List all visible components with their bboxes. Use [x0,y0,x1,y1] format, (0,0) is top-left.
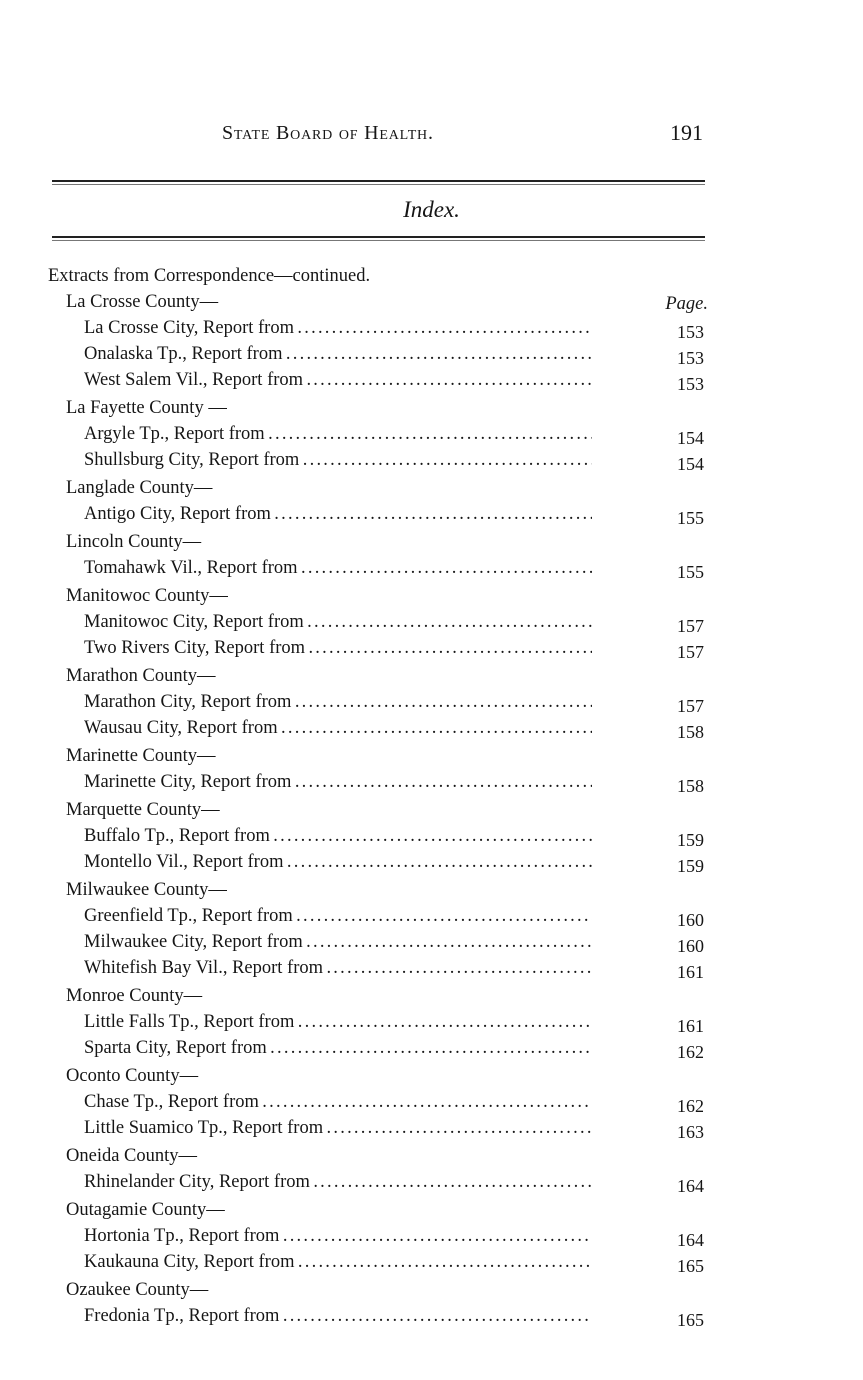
index-entry [0,692,863,718]
top-rule [52,180,705,182]
entry-page-number: 153 [677,348,704,368]
index-entry [0,852,863,878]
county-heading: Milwaukee County— [66,880,227,900]
entry-page-number: 157 [677,696,704,716]
entry-page-number: 159 [677,856,704,876]
entry-text: Greenfield Tp., Report from . . . [84,906,592,927]
county-heading: Manitowoc County— [66,586,228,606]
county-heading: Oconto County— [66,1066,199,1086]
entry-page-number: 165 [677,1310,704,1330]
index-entry [0,718,863,744]
entry-text: Marathon City, Report from . . . [84,692,592,713]
entry-page-number: 163 [677,1122,704,1142]
entry-text: Little Falls Tp., Report from . . . [84,1012,592,1033]
entry-text: Manitowoc City, Report from . . . [84,612,592,633]
entry-page-number: 162 [677,1096,704,1116]
index-entry [0,344,863,370]
entry-text: Sparta City, Report from . . . [84,1038,592,1059]
entry-page-number: 157 [677,642,704,662]
entry-text: Shullsburg City, Report from . . . [84,450,592,471]
index-entry [0,1172,863,1198]
entry-page-number: 154 [677,454,704,474]
entry-page-number: 157 [677,616,704,636]
entry-text: Wausau City, Report from . . . [84,718,592,739]
index-entry [0,558,863,584]
entry-text: Hortonia Tp., Report from . . . [84,1226,592,1247]
index-entry [0,612,863,638]
entry-page-number: 164 [677,1230,704,1250]
index-entry [0,1306,863,1332]
index-entry [0,450,863,476]
index-entry [0,370,863,396]
index-entry [0,1226,863,1252]
county-heading: Langlade County— [66,478,213,498]
entry-page-number: 153 [677,322,704,342]
entry-page-number: 161 [677,1016,704,1036]
index-entry [0,932,863,958]
county-heading: Marathon County— [66,666,216,686]
entry-page-number: 159 [677,830,704,850]
entry-text: Montello Vil., Report from . . . [84,852,592,873]
index-entry [0,1092,863,1118]
county-heading: La Fayette County — [66,398,227,418]
entry-text: Kaukauna City, Report from . . . [84,1252,592,1273]
county-heading: Outagamie County— [66,1200,225,1220]
index-entry [0,826,863,852]
entry-text: Marinette City, Report from . . . [84,772,592,793]
entry-text: Whitefish Bay Vil., Report from . . . [84,958,592,979]
index-entry [0,424,863,450]
entry-text: Antigo City, Report from . . . [84,504,592,525]
entry-text: La Crosse City, Report from . . . [84,318,592,339]
index-entry [0,638,863,664]
county-heading: Lincoln County— [66,532,202,552]
county-heading: Oneida County— [66,1146,198,1166]
entry-page-number: 158 [677,722,704,742]
entry-page-number: 158 [677,776,704,796]
entry-page-number: 165 [677,1256,704,1276]
entry-text: Tomahawk Vil., Report from . . . [84,558,592,579]
entry-page-number: 161 [677,962,704,982]
index-entry [0,504,863,530]
county-heading: Ozaukee County— [66,1280,209,1300]
county-heading: Marinette County— [66,746,216,766]
index-entry [0,318,863,344]
entry-text: Argyle Tp., Report from . . . [84,424,592,445]
entry-page-number: 162 [677,1042,704,1062]
entry-text: Onalaska Tp., Report from . . . [84,344,592,365]
county-heading: Marquette County— [66,800,220,820]
entry-page-number: 154 [677,428,704,448]
index-entry [0,958,863,984]
index-heading: Extracts from Correspondence—continued. [48,266,371,286]
index-entry [0,772,863,798]
entry-text: Two Rivers City, Report from . . . [84,638,592,659]
page-number: 191 [670,120,703,145]
county-heading: Monroe County— [66,986,203,1006]
section-title: Index. [403,197,460,222]
index-entry [0,906,863,932]
index-entry [0,1252,863,1278]
entry-page-number: 164 [677,1176,704,1196]
entry-page-number: 160 [677,936,704,956]
entry-text: Chase Tp., Report from . . . [84,1092,592,1113]
entry-text: Little Suamico Tp., Report from . . . [84,1118,592,1139]
index-entry [0,1012,863,1038]
page-column-label: Page. [665,294,708,314]
entry-page-number: 155 [677,562,704,582]
running-head [0,118,863,154]
entry-text: Milwaukee City, Report from . . . [84,932,592,953]
entry-page-number: 160 [677,910,704,930]
entry-text: West Salem Vil., Report from . . . [84,370,592,391]
bottom-rule [52,236,705,238]
entry-text: Fredonia Tp., Report from . . . [84,1306,592,1327]
entry-page-number: 153 [677,374,704,394]
entry-text: Rhinelander City, Report from . . . [84,1172,592,1193]
entry-text: Buffalo Tp., Report from . . . [84,826,592,847]
entry-page-number: 155 [677,508,704,528]
index-entry [0,1038,863,1064]
running-title: State Board of Health. [222,122,434,144]
index-entry [0,1118,863,1144]
county-heading: La Crosse County— [66,292,219,312]
